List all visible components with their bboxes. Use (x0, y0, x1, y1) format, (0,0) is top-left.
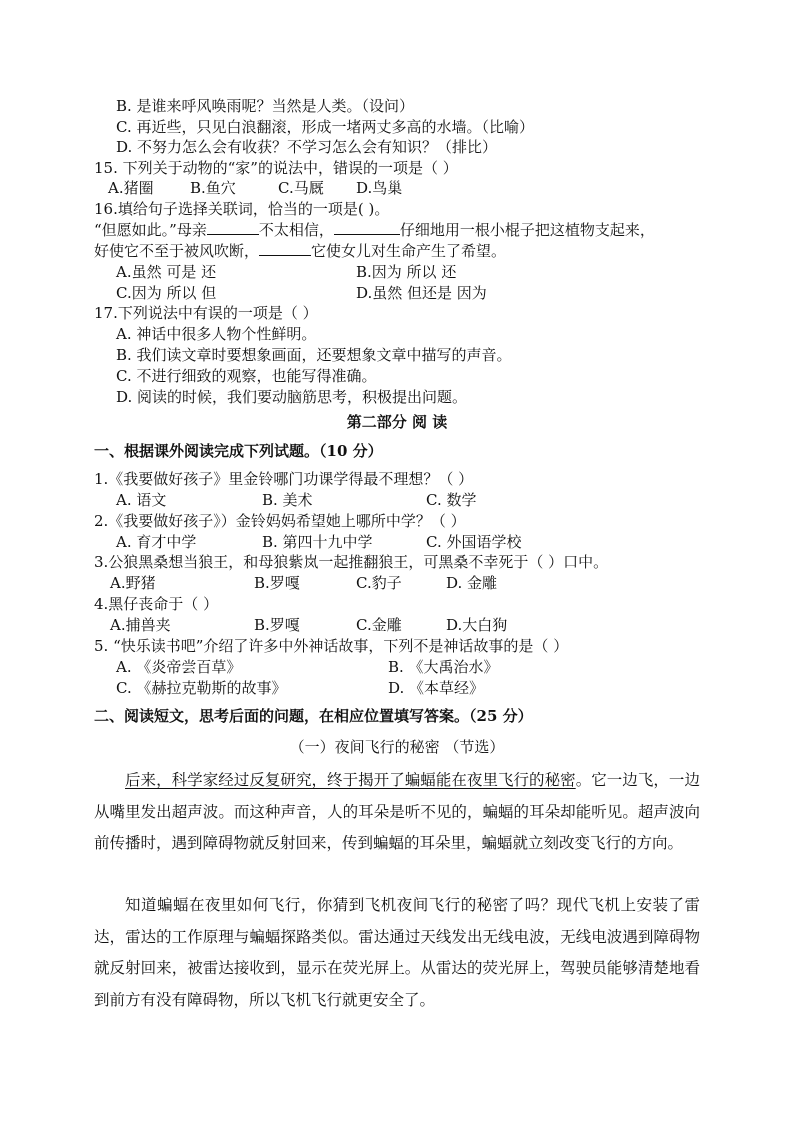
section2-heading-emphasis: 在相应位置填写答案 (319, 707, 455, 725)
q16-sentence-line1 (94, 220, 655, 240)
s1-q2-options (0, 532, 794, 552)
passage-paragraph-2: 知道蝙蝠在夜里如何飞行，你猜到飞机夜间飞行的秘密了吗？现代飞机上安装了雷达，雷达的工作原理与蝙蝠探路类似。雷达通过天线发出无线电波，无线电波遇到障碍物就反射回来，被雷达接收到，显示在荧光屏上。从雷达的荧光屏上，驾驶员能够清楚地看到前方有没有障碍物，所以飞机飞行就更安全了。 (94, 896, 700, 1009)
q16-sentence-part5: 它使女儿对生命产生了希望。 (311, 242, 507, 260)
q15-options (0, 178, 794, 198)
q16-blank-3 (259, 241, 311, 256)
q14-option-b: B. 是谁来呼风唤雨呢？当然是人类。（设问） (116, 97, 415, 115)
s1-q4-option-d: D.大白狗 (446, 616, 508, 634)
q16-option-b: B.因为 所以 还 (356, 263, 457, 281)
s1-q3-option-c: C.豹子 (356, 574, 402, 592)
s1-q2-option-c: C. 外国语学校 (426, 533, 522, 551)
s1-q3-option-d: D. 金雕 (446, 574, 498, 592)
q15-option-c: C.马厩 (278, 179, 324, 197)
q15-option-d: D.鸟巢 (356, 179, 403, 197)
q15-option-a: A.猪圈 (108, 179, 154, 197)
q16-options-row2 (0, 283, 794, 303)
q17-option-a: A. 神话中很多人物个性鲜明。 (116, 325, 317, 343)
s1-q2-option-b: B. 第四十九中学 (262, 533, 373, 551)
q15-stem: 15. 下列关于动物的“家”的说法中，错误的一项是（ ） (94, 159, 458, 177)
q16-sentence-line2 (94, 241, 506, 261)
section2-heading-part3: 。（25 分） (454, 707, 533, 725)
s1-q1-option-b: B. 美术 (262, 491, 313, 509)
s1-q4-options (0, 615, 794, 635)
s1-q4-option-c: C.金雕 (356, 616, 402, 634)
s1-q3-stem: 3.公狼黑桑想当狼王，和母狼紫岚一起推翻狼王，可黑桑不幸死于（ ）口中。 (94, 553, 609, 571)
passage-paragraph-1-rest: 。它一边飞，一边从嘴里发出超声波。而这种声音，人的耳朵是听不见的，蝙蝠的耳朵却能听见。超声波向前传播时，遇到障碍物就反射回来，传到蝙蝠的耳朵里，蝙蝠就立刻改变飞行的方向。 (94, 771, 700, 852)
q16-sentence-part2: 不太相信， (258, 221, 334, 239)
s1-q2-option-a: A. 育才中学 (116, 533, 197, 551)
part2-title: 第二部分 阅 读 (346, 413, 448, 431)
s1-q4-stem: 4.黑仔丧命于（ ） (94, 595, 219, 613)
s1-q1-option-a: A. 语文 (116, 491, 167, 509)
q16-option-d: D.虽然 但还是 因为 (356, 284, 487, 302)
section2-heading-part1: 二、阅读短文，思考后面的问题， (94, 707, 320, 725)
s1-q5-option-b: B. 《大禹治水》 (388, 658, 499, 676)
s1-q4-option-a: A.捕兽夹 (110, 616, 171, 634)
q17-option-d: D. 阅读的时候，我们要动脑筋思考，积极提出问题。 (116, 388, 468, 406)
s1-q5-stem: 5. “快乐读书吧”介绍了许多中外神话故事，下列不是神话故事的是（ ） (94, 637, 569, 655)
q16-blank-2 (334, 220, 400, 235)
s1-q1-options (0, 490, 794, 510)
s1-q5-option-d: D. 《本草经》 (388, 679, 485, 697)
section2-heading (94, 706, 533, 726)
s1-q3-option-a: A.野猪 (110, 574, 156, 592)
s1-q5-options-row2 (0, 678, 794, 698)
s1-q1-stem: 1.《我要做好孩子》里金铃哪门功课学得最不理想？（ ） (94, 470, 474, 488)
q17-stem: 17.下列说法中有误的一项是（ ） (94, 304, 318, 322)
q15-option-b: B.鱼穴 (190, 179, 236, 197)
q17-option-c: C. 不进行细致的观察，也能写得准确。 (116, 367, 377, 385)
q14-option-c: C. 再近些，只见白浪翻滚，形成一堵两丈多高的水墙。（比喻） (116, 118, 534, 136)
q16-sentence-part3: 仔细地用一根小棍子把这植物支起来， (399, 221, 655, 239)
s1-q3-option-b: B.罗嘎 (254, 574, 300, 592)
s1-q5-option-c: C. 《赫拉克勒斯的故事》 (116, 679, 287, 697)
q17-option-b: B. 我们读文章时要想象画面，还要想象文章中描写的声音。 (116, 346, 512, 364)
q16-option-c: C.因为 所以 但 (116, 284, 217, 302)
q16-option-a: A.虽然 可是 还 (116, 263, 217, 281)
q16-blank-1 (207, 220, 259, 235)
section1-heading: 一、根据课外阅读完成下列试题。（10 分） (94, 442, 383, 460)
passage-title: （一）夜间飞行的秘密 （节选） (289, 738, 505, 756)
s1-q5-options-row1 (0, 657, 794, 677)
s1-q1-option-c: C. 数学 (426, 491, 477, 509)
passage-underlined-sentence: 后来，科学家经过反复研究，终于揭开了蝙蝠能在夜里飞行的秘密 (125, 771, 576, 789)
s1-q2-stem: 2.《我要做好孩子》）金铃妈妈希望她上哪所中学？（ ） (94, 512, 466, 530)
s1-q5-option-a: A. 《炎帝尝百草》 (116, 658, 242, 676)
q16-options-row1 (0, 262, 794, 282)
q16-stem: 16.填给句子选择关联词，恰当的一项是( )。 (94, 200, 390, 218)
q14-option-d: D. 不努力怎么会有收获？不学习怎么会有知识？（排比） (116, 138, 498, 156)
passage-paragraph-1 (94, 765, 700, 860)
q16-sentence-part4: 好使它不至于被风吹断， (94, 242, 260, 260)
q16-sentence-part1: “但愿如此。”母亲 (94, 221, 207, 239)
s1-q4-option-b: B.罗嘎 (254, 616, 300, 634)
s1-q3-options (0, 573, 794, 593)
